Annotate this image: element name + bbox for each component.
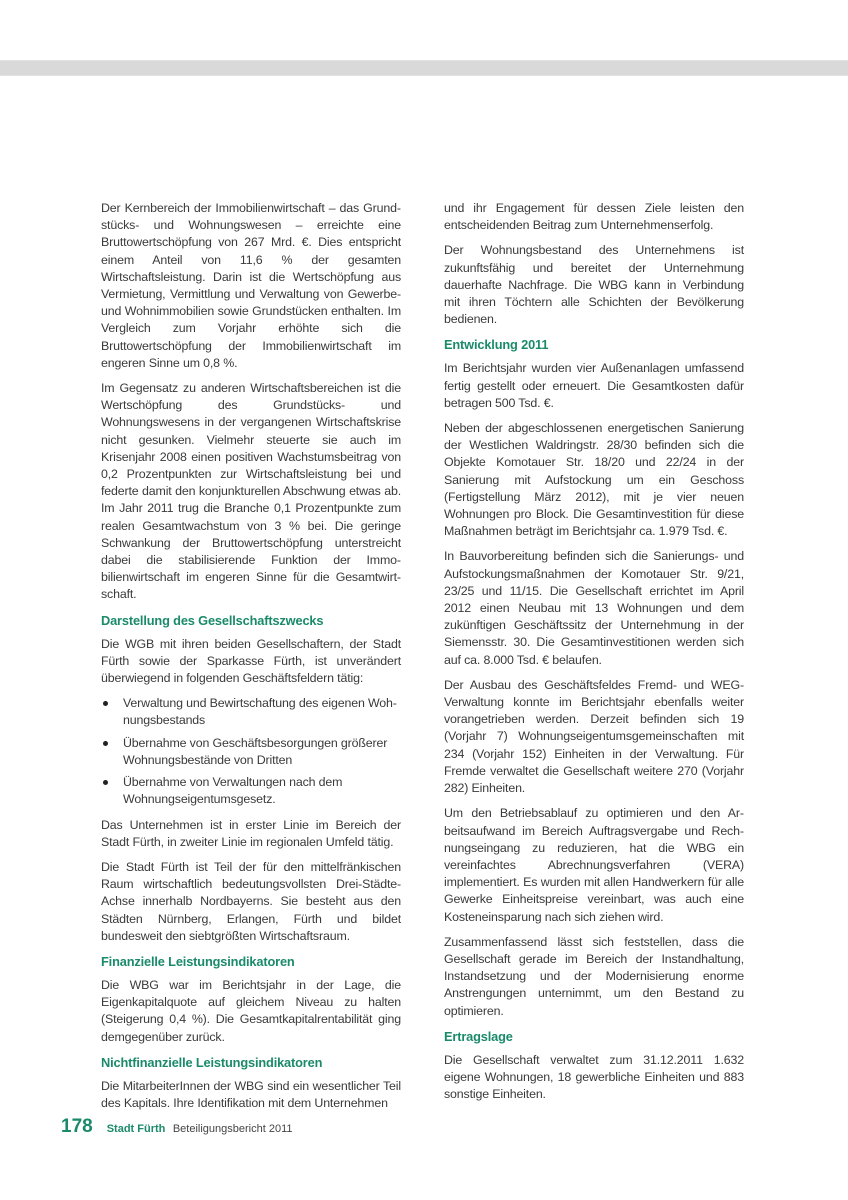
paragraph: Die WGB mit ihren beiden Gesellschaftern, der Stadt Fürth sowie der Sparkasse Fürth, ist unverändert überwiegend in folgenden Geschäftsfeldern tätig: <box>101 636 401 686</box>
paragraph: Der Wohnungsbestand des Unternehmens ist zukunftsfähig und bereitet der Unternehmung dauerhafte Nachfrage. Die WBG kann in Verbindung mit ihren Töchtern alle Schichten der Bevölkerung bedienen. <box>444 243 744 327</box>
paragraph: Um den Betriebsablauf zu optimieren und den Arbeitsaufwand im Bereich Auftragsvergabe und Rechnungseingang zu reduzieren, hat die WBG ein vereinfachtes Abrechnungsverfahren (VERA) implementiert. Es wurden mit allen Handwerkern für alle Gewerke Einheitspreise vereinbart, was auch eine Kosteneinsparung nach sich ziehen wird. <box>444 806 744 924</box>
section-heading-finanzielle: Finanzielle Leistungsindikatoren <box>101 953 295 969</box>
page-footer <box>61 1116 293 1138</box>
paragraph: Im Berichtsjahr wurden vier Außenanlagen umfassend fertig gestellt oder erneuert. Die Gesamtkosten dafür betragen 500 Tsd. €. <box>444 361 744 410</box>
bullet-icon <box>103 780 108 785</box>
section-heading-gesellschaftszweck: Darstellung des Gesellschaftszwecks <box>101 612 324 628</box>
paragraph: Die MitarbeiterInnen der WBG sind ein wesentlicher Teil des Kapitals. Ihre Identifikation mit dem Unternehmen <box>101 1078 401 1110</box>
paragraph: Neben der abgeschlossenen energetischen Sanierung der Westlichen Waldringstr. 28/30 befinden sich die Objekte Komotauer Str. 18/20 und 22/24 in der Sanierung mit Aufstockung um ein Geschoss (Fertigstellung März 2012), mit je vier neuen Wohnungen pro Block. Die Gesamtinvestition für diese Maßnahmen beträgt im Berichtsjahr ca. 1.979 Tsd. €. <box>444 421 744 539</box>
paragraph: Die Gesellschaft verwaltet zum 31.12.2011 1.632 eigene Wohnungen, 18 gewerbliche Einheiten und 883 sonstige Einheiten. <box>444 1052 744 1102</box>
footer-brand: Stadt Fürth <box>106 1123 166 1135</box>
section-heading-ertragslage: Ertragslage <box>444 1028 513 1044</box>
list-item: Übernahme von Geschäftsbesorgungen größerer Wohnungsbestände von Dritten <box>101 735 401 769</box>
paragraph: Zusammenfassend lässt sich feststellen, dass die Gesellschaft gerade im Bereich der Instandhaltung, Instandsetzung und der Modernisierung enorme Anstrengungen unternimmt, um den Bestand zu optimieren. <box>444 934 744 1018</box>
section-heading-nichtfinanzielle: Nichtfinanzielle Leistungsindikatoren <box>101 1054 323 1070</box>
paragraph: Das Unternehmen ist in erster Linie im Bereich der Stadt Fürth, in zweiter Linie im regionalen Umfeld tätig. <box>101 817 401 849</box>
page-number: 178 <box>61 1116 93 1137</box>
bullet-icon <box>103 701 108 706</box>
header-bar <box>0 60 848 76</box>
bullet-icon <box>103 741 108 746</box>
footer-title: Beteiligungsbericht 2011 <box>172 1123 293 1135</box>
paragraph: Der Kernbereich der Immobilienwirtschaft – das Grundstücks- und Wohnungswesen – erreichte eine Bruttowertschöpfung von 267 Mrd. €. Dies entspricht einem Anteil von 11,6 % der gesamten Wirtschaftsleistung. Darin ist die Wertschöpfung aus Vermietung, Vermittlung und Verwaltung von Gewerbe- und Wohnimmobilien sowie Grundstücken enthalten. Im Vergleich zum Vorjahr erhöhte sich die Bruttowertschöpfung der Immobilienwirtschaft im engeren Sinne um 0,8 %. <box>101 201 401 370</box>
left-column <box>101 200 401 1120</box>
paragraph: In Bauvorbereitung befinden sich die Sanierungs- und Aufstockungsmaßnahmen der Komotauer Str. 9/21, 23/25 und 11/15. Die Gesellschaft errichtet im April 2012 einen Neubau mit 13 Wohnungen und dem zukünftigen Geschäftssitz der Unternehmung in der Siemensstr. 30. Die Gesamtinvestitionen werden sich auf ca. 8.000 Tsd. € belaufen. <box>444 549 744 667</box>
paragraph: und ihr Engagement für dessen Ziele leisten den entscheidenden Beitrag zum Unternehmenserfolg. <box>444 201 744 233</box>
right-column <box>444 200 744 1111</box>
paragraph: Die WBG war im Berichtsjahr in der Lage, die Eigenkapitalquote auf gleichem Niveau zu halten (Steigerung 0,4 %). Die Gesamtkapitalrentabilität ging demgegenüber zurück. <box>101 977 401 1044</box>
paragraph: Die Stadt Fürth ist Teil der für den mittelfränkischen Raum wirtschaftlich bedeutungsvollsten Drei-Städte-Achse innerhalb Nordbayerns. Sie besteht aus den Städten Nürnberg, Erlangen, Fürth und bildet bundesweit den siebtgrößten Wirtschaftsraum. <box>101 859 401 943</box>
paragraph: Der Ausbau des Geschäftsfeldes Fremd- und WEG-Verwaltung konnte im Berichtsjahr ebenfalls weiter vorangetrieben werden. Derzeit befinden sich 19 (Vorjahr 7) Wohnungseigentumsgemeinschaften mit 234 (Vorjahr 152) Einheiten in der Verwaltung. Für Fremde verwaltet die Gesellschaft weitere 270 (Vorjahr 282) Einheiten. <box>444 677 744 796</box>
list-item: Übernahme von Verwaltungen nach dem Wohnungseigentumsgesetz. <box>101 774 401 808</box>
list-item: Verwaltung und Bewirtschaftung des eigenen Wohnungsbestands <box>101 695 401 729</box>
business-fields-list <box>101 695 401 808</box>
paragraph: Im Gegensatz zu anderen Wirtschaftsbereichen ist die Wertschöpfung des Grundstücks- und Wohnungswesens in der vergangenen Wirtschaftskrise nicht gesunken. Vielmehr steuerte sie auch im Krisenjahr 2008 einen positiven Wachstumsbeitrag von 0,2 Prozentpunkten zur Wirtschaftsleistung bei und federte damit den konjunkturellen Abschwung etwas ab. Im Jahr 2011 trug die Branche 0,1 Prozentpunkte zum realen Gesamtwachstum von 3 % bei. Die geringe Schwankung der Bruttowertschöpfung unterstreicht dabei die stabilisierende Funktion der Immobilienwirtschaft im engeren Sinne für die Gesamtwirtschaft. <box>101 381 401 602</box>
section-heading-entwicklung: Entwicklung 2011 <box>444 337 549 353</box>
